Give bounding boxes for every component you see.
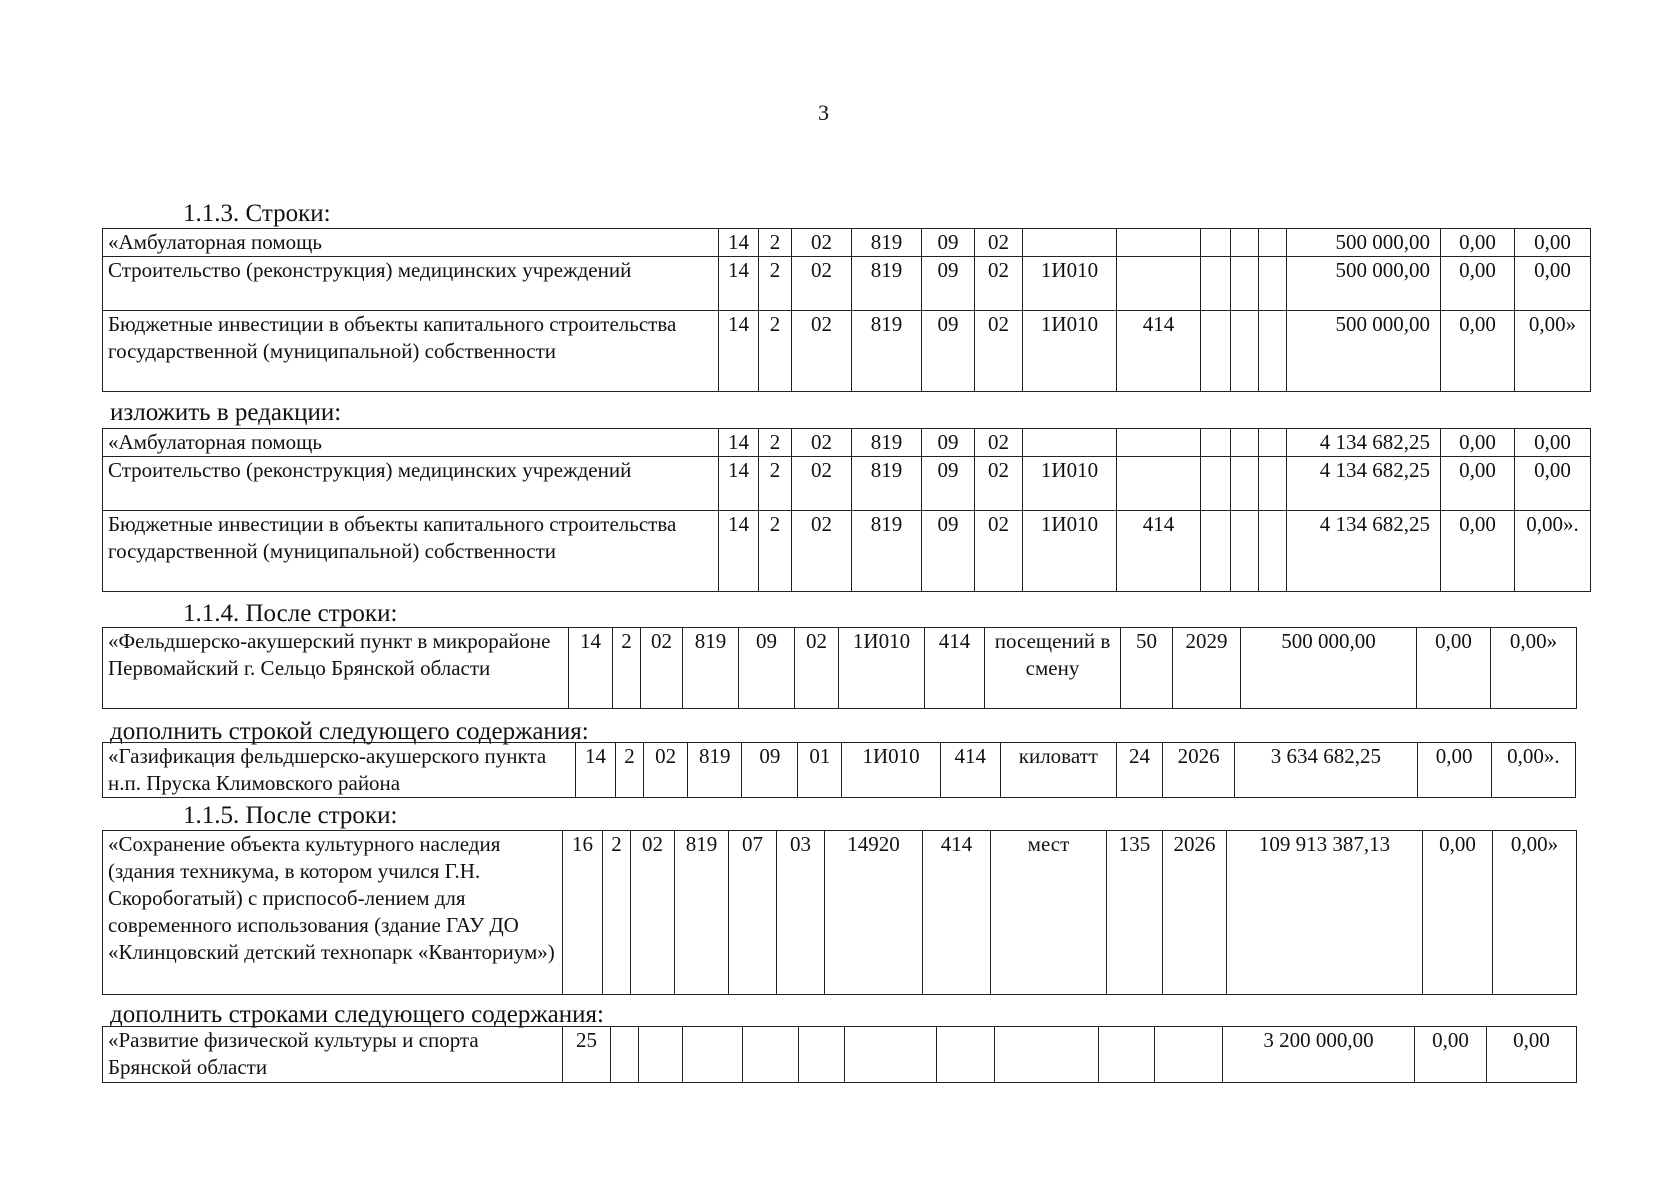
amount-cell: 500 000,00 (1287, 229, 1441, 257)
empty-cell (1231, 257, 1259, 311)
code-cell: 1И010 (1023, 257, 1117, 311)
amount-cell: 3 634 682,25 (1235, 743, 1417, 798)
code-cell: 2 (759, 511, 792, 592)
value-cell: 0,00 (1441, 511, 1515, 592)
table-115-added (102, 1026, 1577, 1083)
value-cell: 0,00 (1487, 1027, 1577, 1083)
code-cell: 14 (719, 311, 759, 392)
code-cell: 819 (675, 831, 729, 995)
year-cell: 2026 (1163, 831, 1227, 995)
empty-cell (1231, 457, 1259, 511)
table-row (103, 457, 1591, 511)
empty-cell (1201, 257, 1231, 311)
value-cell: 0,00 (1515, 257, 1591, 311)
code-cell: 1И010 (1023, 457, 1117, 511)
empty-cell (1201, 429, 1231, 457)
table-row (103, 257, 1591, 311)
unit-cell: мест (991, 831, 1107, 995)
section-113-title: 1.1.3. Строки: (183, 200, 331, 227)
row-name: «Фельдшерско-акушерский пункт в микрорайоне Первомайский г. Сельцо Брянской области (103, 628, 569, 709)
empty-cell (1231, 429, 1259, 457)
code-cell: 09 (922, 511, 975, 592)
capacity-cell: 50 (1121, 628, 1173, 709)
row-name: Бюджетные инвестиции в объекты капитального строительства государственной (муниципальной) собственности (103, 311, 719, 392)
code-cell: 414 (940, 743, 1000, 798)
capacity-cell: 135 (1107, 831, 1163, 995)
value-cell: 0,00 (1423, 831, 1493, 995)
code-cell (1117, 429, 1201, 457)
code-cell: 09 (922, 229, 975, 257)
value-cell: 0,00 (1441, 311, 1515, 392)
code-cell: 02 (792, 457, 852, 511)
amount-cell: 4 134 682,25 (1287, 511, 1441, 592)
code-cell: 414 (1117, 311, 1201, 392)
code-cell: 2 (759, 429, 792, 457)
empty-cell (1201, 457, 1231, 511)
code-cell: 16 (563, 831, 603, 995)
code-cell: 02 (795, 628, 839, 709)
amount-cell: 109 913 387,13 (1227, 831, 1423, 995)
value-cell: 0,00 (1441, 429, 1515, 457)
unit-cell: посещений в смену (985, 628, 1121, 709)
table-row (103, 229, 1591, 257)
value-cell: 0,00 (1417, 743, 1491, 798)
code-cell: 02 (792, 429, 852, 457)
code-cell: 03 (777, 831, 825, 995)
code-cell: 14 (719, 257, 759, 311)
add-rows-label: дополнить строками следующего содержания: (110, 1001, 604, 1028)
amount-cell: 500 000,00 (1287, 311, 1441, 392)
code-cell: 09 (922, 457, 975, 511)
value-cell: 0,00» (1493, 831, 1577, 995)
code-cell (937, 1027, 995, 1083)
code-cell: 09 (742, 743, 798, 798)
code-cell (1117, 229, 1201, 257)
code-cell: 2 (759, 257, 792, 311)
empty-cell (1231, 311, 1259, 392)
code-cell: 01 (798, 743, 842, 798)
code-cell: 02 (975, 229, 1023, 257)
section-114-title: 1.1.4. После строки: (183, 600, 398, 627)
value-cell: 0,00» (1515, 311, 1591, 392)
empty-cell (1259, 457, 1287, 511)
code-cell: 02 (792, 511, 852, 592)
code-cell: 2 (616, 743, 644, 798)
code-cell: 1И010 (1023, 311, 1117, 392)
row-name: «Амбулаторная помощь (103, 229, 719, 257)
row-name: «Газификация фельдшерско-акушерского пункта н.п. Пруска Климовского района (103, 743, 576, 798)
value-cell: 0,00 (1515, 229, 1591, 257)
table-113-new (102, 428, 1591, 592)
code-cell: 414 (925, 628, 985, 709)
table-row (103, 429, 1591, 457)
value-cell: 0,00 (1441, 457, 1515, 511)
code-cell: 14 (719, 511, 759, 592)
code-cell (743, 1027, 799, 1083)
empty-cell (1259, 229, 1287, 257)
table-114-row (102, 627, 1577, 709)
value-cell: 0,00 (1417, 628, 1491, 709)
empty-cell (1201, 229, 1231, 257)
capacity-cell (1099, 1027, 1155, 1083)
code-cell: 14 (719, 229, 759, 257)
row-name: «Развитие физической культуры и спорта Брянской области (103, 1027, 563, 1083)
unit-cell (995, 1027, 1099, 1083)
amount-cell: 500 000,00 (1241, 628, 1417, 709)
code-cell: 02 (792, 311, 852, 392)
table-113-old (102, 228, 1591, 392)
code-cell: 02 (975, 257, 1023, 311)
code-cell: 02 (641, 628, 683, 709)
empty-cell (1201, 311, 1231, 392)
code-cell (1117, 457, 1201, 511)
empty-cell (1259, 429, 1287, 457)
year-cell: 2029 (1173, 628, 1241, 709)
amount-cell: 4 134 682,25 (1287, 429, 1441, 457)
code-cell: 09 (922, 311, 975, 392)
empty-cell (1201, 511, 1231, 592)
code-cell: 819 (852, 429, 922, 457)
code-cell: 09 (922, 429, 975, 457)
code-cell: 1И010 (1023, 511, 1117, 592)
code-cell: 819 (852, 229, 922, 257)
table-row (103, 1027, 1577, 1083)
code-cell (1023, 229, 1117, 257)
table-row (103, 511, 1591, 592)
code-cell: 819 (683, 628, 739, 709)
row-name: Строительство (реконструкция) медицинских учреждений (103, 457, 719, 511)
code-cell: 09 (922, 257, 975, 311)
code-cell: 02 (975, 457, 1023, 511)
code-cell: 02 (792, 229, 852, 257)
page-number: 3 (818, 100, 829, 125)
year-cell (1155, 1027, 1223, 1083)
empty-cell (1231, 511, 1259, 592)
amount-cell: 3 200 000,00 (1223, 1027, 1415, 1083)
value-cell: 0,00 (1441, 257, 1515, 311)
table-row (103, 743, 1576, 798)
code-cell: 819 (852, 457, 922, 511)
code-cell: 2 (759, 311, 792, 392)
code-cell (639, 1027, 683, 1083)
code-cell (1117, 257, 1201, 311)
value-cell: 0,00 (1515, 429, 1591, 457)
code-cell (683, 1027, 743, 1083)
code-cell: 25 (563, 1027, 611, 1083)
code-cell: 1И010 (842, 743, 940, 798)
code-cell (845, 1027, 937, 1083)
code-cell: 2 (613, 628, 641, 709)
code-cell: 02 (975, 511, 1023, 592)
empty-cell (1259, 311, 1287, 392)
code-cell (611, 1027, 639, 1083)
code-cell (1023, 429, 1117, 457)
code-cell: 1И010 (839, 628, 925, 709)
empty-cell (1259, 511, 1287, 592)
value-cell: 0,00 (1515, 457, 1591, 511)
code-cell: 2 (759, 457, 792, 511)
amount-cell: 4 134 682,25 (1287, 457, 1441, 511)
value-cell: 0,00». (1515, 511, 1591, 592)
row-name: «Сохранение объекта культурного наследия (здания техникума, в котором учился Г.Н. Скоробогатый) с приспособ-лением для современного использования (здание ГАУ ДО «Клинцовский детский технопарк «Кванториум») (103, 831, 563, 995)
code-cell: 14 (719, 457, 759, 511)
section-115-title: 1.1.5. После строки: (183, 802, 398, 829)
code-cell: 414 (923, 831, 991, 995)
code-cell: 02 (644, 743, 688, 798)
code-cell: 2 (759, 229, 792, 257)
row-name: Бюджетные инвестиции в объекты капитального строительства государственной (муниципальной) собственности (103, 511, 719, 592)
code-cell: 2 (603, 831, 631, 995)
replace-label: изложить в редакции: (110, 399, 342, 426)
value-cell: 0,00». (1491, 743, 1575, 798)
code-cell: 02 (975, 311, 1023, 392)
unit-cell: киловатт (1000, 743, 1116, 798)
value-cell: 0,00 (1415, 1027, 1487, 1083)
code-cell: 09 (739, 628, 795, 709)
code-cell: 02 (792, 257, 852, 311)
empty-cell (1231, 229, 1259, 257)
add-row-label: дополнить строкой следующего содержания: (110, 718, 589, 745)
row-name: Строительство (реконструкция) медицинских учреждений (103, 257, 719, 311)
value-cell: 0,00» (1491, 628, 1577, 709)
code-cell: 02 (631, 831, 675, 995)
code-cell: 819 (688, 743, 742, 798)
table-row (103, 311, 1591, 392)
value-cell: 0,00 (1441, 229, 1515, 257)
code-cell: 14920 (825, 831, 923, 995)
code-cell: 819 (852, 511, 922, 592)
table-114-added (102, 742, 1576, 798)
code-cell: 14 (719, 429, 759, 457)
capacity-cell: 24 (1116, 743, 1162, 798)
empty-cell (1259, 257, 1287, 311)
table-row (103, 831, 1577, 995)
amount-cell: 500 000,00 (1287, 257, 1441, 311)
code-cell: 14 (569, 628, 613, 709)
code-cell: 414 (1117, 511, 1201, 592)
table-115-row (102, 830, 1577, 995)
code-cell: 02 (975, 429, 1023, 457)
code-cell: 819 (852, 257, 922, 311)
code-cell: 14 (575, 743, 615, 798)
code-cell (799, 1027, 845, 1083)
table-row (103, 628, 1577, 709)
row-name: «Амбулаторная помощь (103, 429, 719, 457)
code-cell: 07 (729, 831, 777, 995)
code-cell: 819 (852, 311, 922, 392)
year-cell: 2026 (1163, 743, 1235, 798)
